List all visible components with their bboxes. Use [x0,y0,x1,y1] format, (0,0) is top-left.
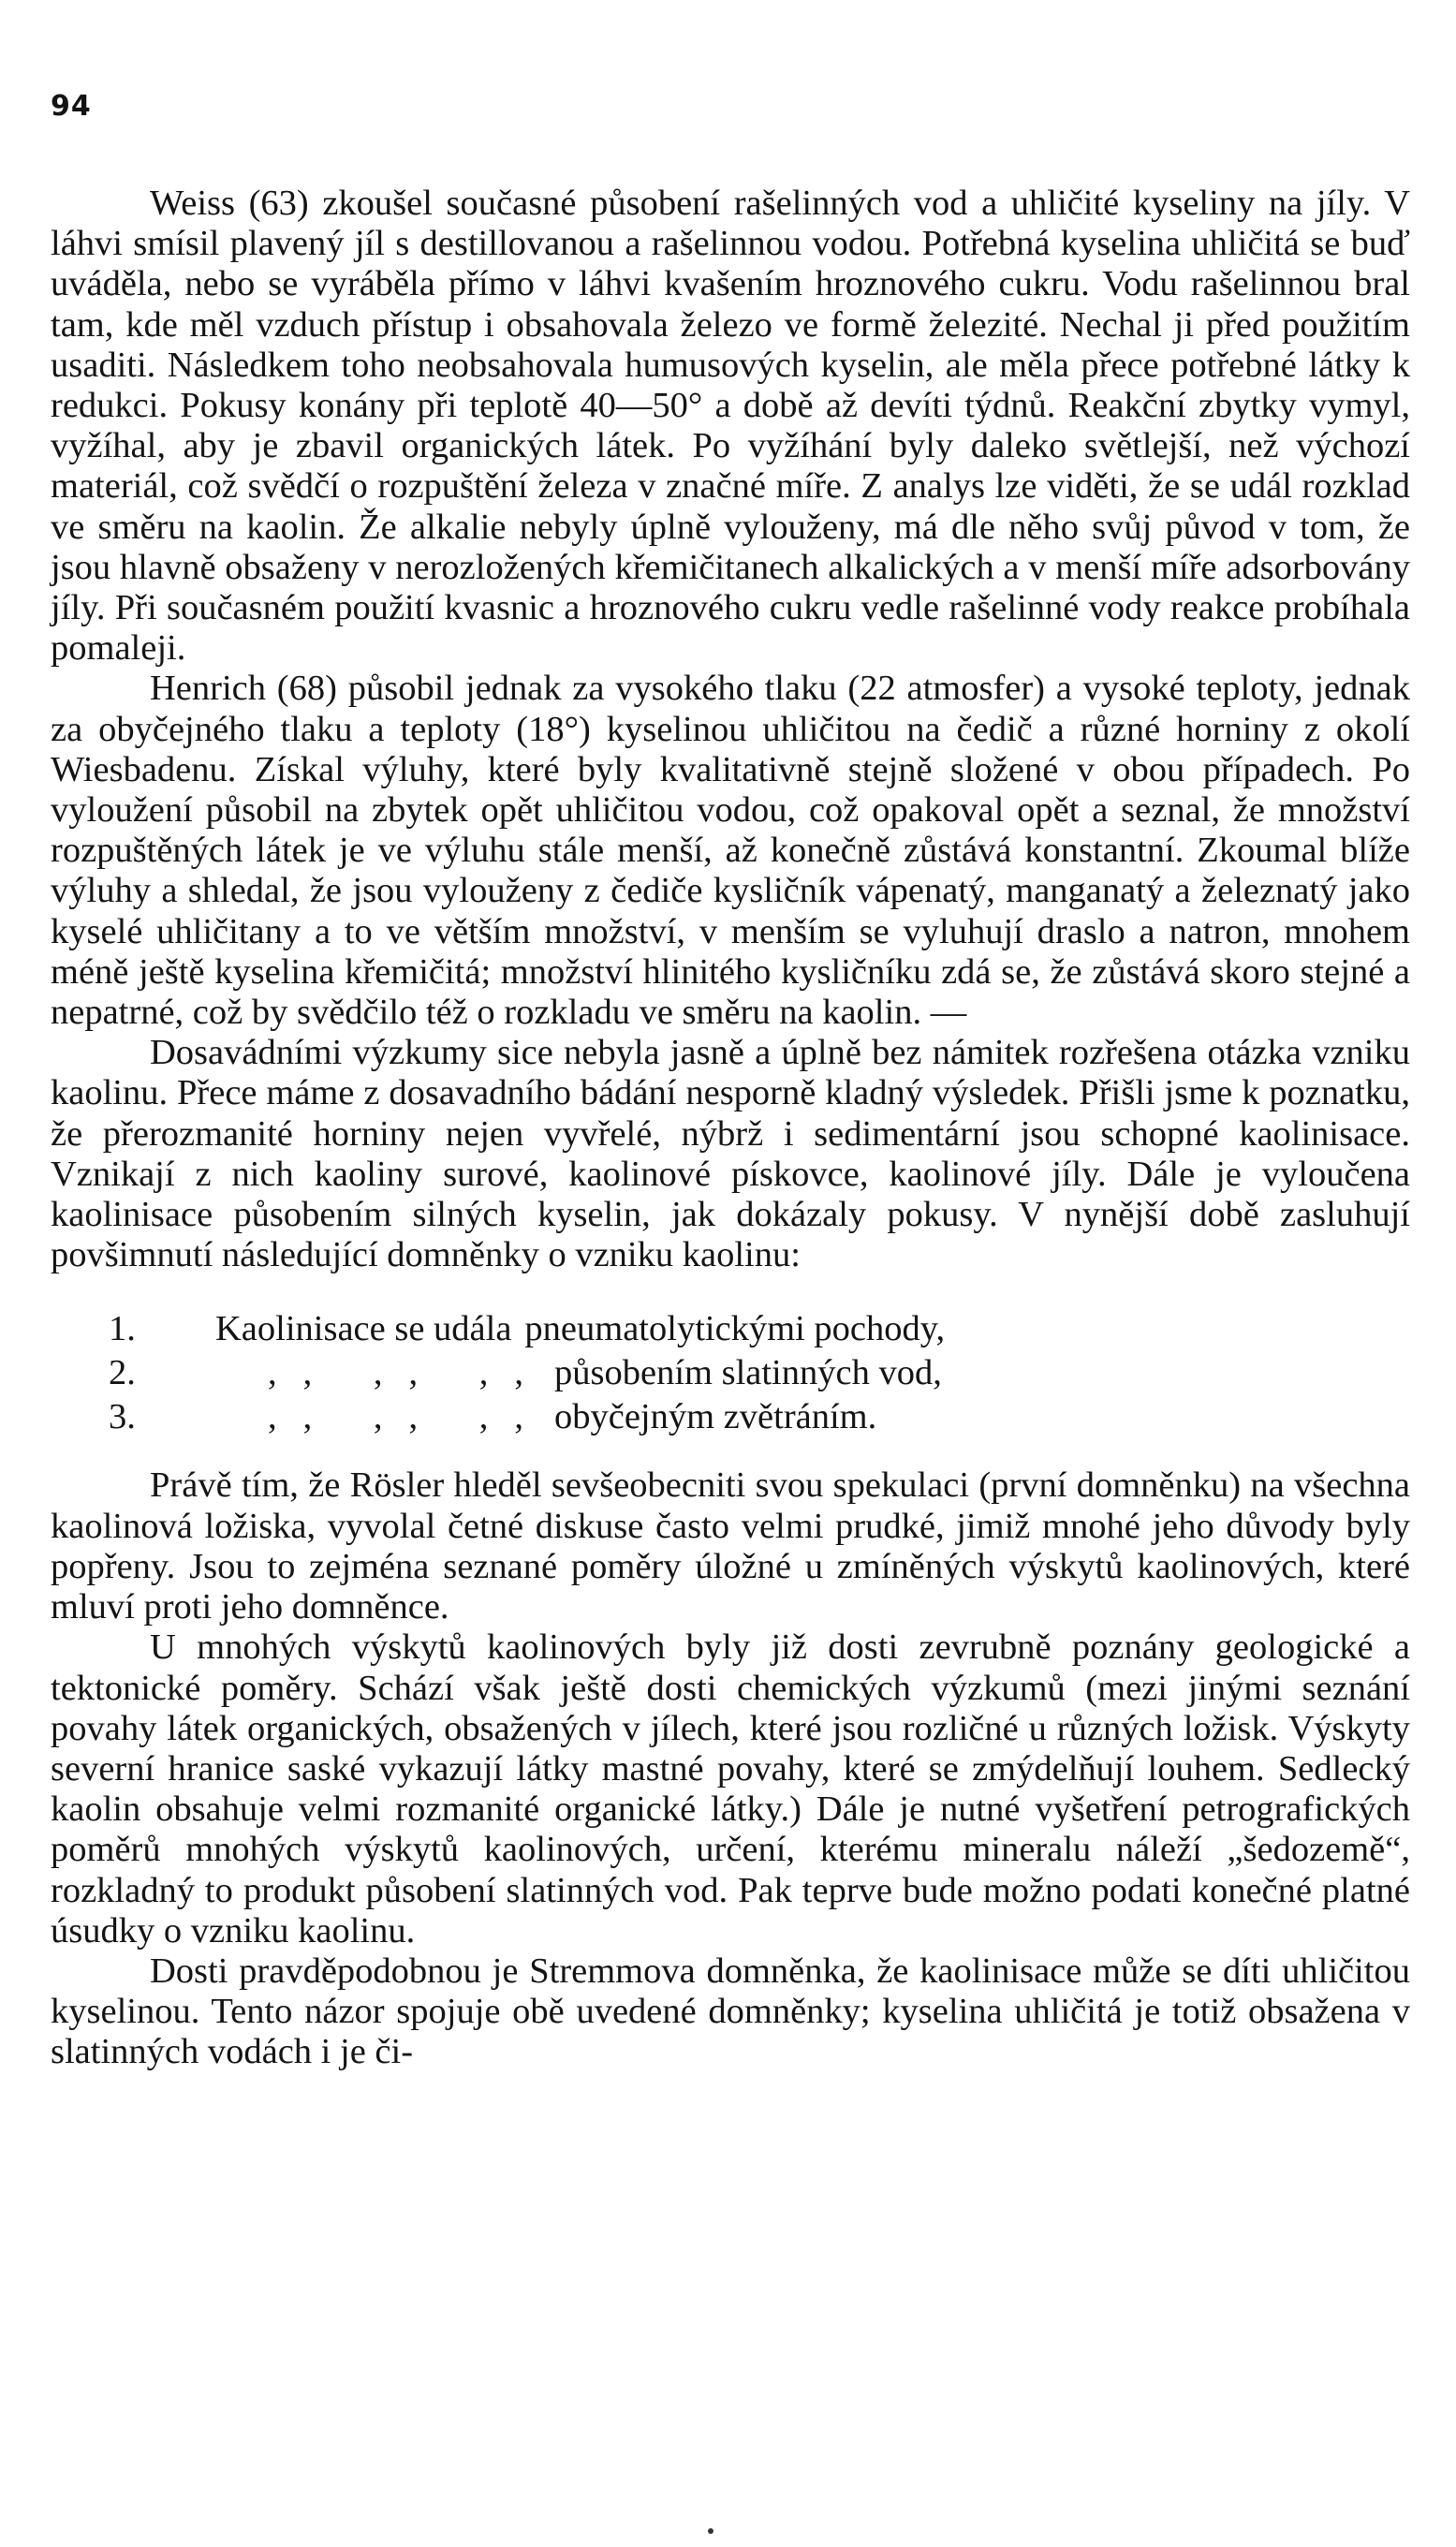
page-number: 94 [51,90,92,123]
paragraph-henrich: Henrich (68) působil jednak za vysokého tlaku (22 atmosfer) a vysoké teploty, jednak za obyčejného tlaku a teploty (18°) kyselinou uhličitou na čedič a různé horniny z okolí Wiesbadenu. Získal výluhy, které byly kvalitativně stejně složené v obou případech. Po vyloužení působil na zbytek opět uhličitou vodou, což opakoval opět a seznal, že množství rozpuštěných látek je ve výluhu stále menší, až konečně zůstává konstantní. Zkoumal blíže výluhy a shledal, že jsou vylouženy z čediče kysličník vápenatý, manganatý a železnatý jako kyselé uhličitany a to ve větším množství, v menším se vyluhují draslo a natron, mnohem méně ještě kyselina křemičitá; množství hlinitého kysličníku zdá se, že zůstává skoro stejné a nepatrné, což by svědčilo též o rozkladu ve směru na kaolin. — [51,669,1410,1033]
hypotheses-list [51,1307,1410,1439]
hypothesis-text: obyčejným zvětráním. [554,1397,877,1437]
paragraph-weiss: Weiss (63) zkoušel současné působení rašelinných vod a uhličité kyseliny na jíly. V láhvi smísil plavený jíl s destillovanou a rašelinnou vodou. Potřebná kyselina uhličitá se buď uváděla, nebo se vyráběla přímo v láhvi kvašením hroznového cukru. Vodu rašelinnou bral tam, kde měl vzduch přístup i obsahovala železo ve formě železité. Nechal ji před použitím usaditi. Následkem toho neobsahovala humusových kyselin, ale měla přece potřebné látky k redukci. Pokusy konány při teplotě 40—50° a době až devíti týdnů. Reakční zbytky vymyl, vyžíhal, aby je zbavil organických látek. Po vyžíhání byly daleko světlejší, než výchozí materiál, což svědčí o rozpuštění železa v značné míře. Z analys lze viděti, že se udál rozklad ve směru na kaolin. Že alkalie nebyly úplně vylouženy, má dle něho svůj původ v tom, že jsou hlavně obsaženy v nerozložených křemičitanech alkalických a v menší míře adsorbovány jíly. Při současném použití kvasnic a hroznového cukru vedle rašelinné vody reakce probíhala pomaleji. [51,184,1410,669]
list-item [51,1395,1410,1439]
body-text [51,184,1410,2073]
list-item [51,1351,1410,1395]
hypothesis-lead: Kaolinisace se udála [215,1309,512,1349]
paragraph-research: U mnohých výskytů kaolinových byly již dosti zevrubně poznány geologické a tektonické poměry. Schází však ještě dosti chemických výzkumů (mezi jinými seznání povahy látek organických, obsažených v jílech, které jsou rozličné u různých ložisk. Výskyty severní hranice saské vykazují látky mastné povahy, které se zmýdelňují louhem. Sedlecký kaolin obsahuje velmi rozmanité organické látky.) Dále je nutné vyšetření petrografických poměrů mnohých výskytů kaolinových, určení, kterému mineralu náleží „šedozemě“, rozkladný to produkt působení slatinných vod. Pak teprve bude možno podati konečné platné úsudky o vzniku kaolinu. [51,1627,1410,1951]
paragraph-rosler: Právě tím, že Rösler hleděl sevšeobecniti svou spekulaci (první domněnku) na všechna kaolinová ložiska, vyvolal četné diskuse často velmi prudké, jimiž mnohé jeho důvody byly popřeny. Jsou to zejména seznané poměry úložné u zmíněných výskytů kaolinových, které mluví proti jeho domněnce. [51,1465,1410,1627]
hypothesis-number: 2. [109,1353,136,1393]
hypothesis-number: 1. [109,1309,136,1349]
list-item [51,1307,1410,1351]
hypothesis-text: působením slatinných vod, [554,1353,942,1393]
bottom-dot-mark [708,2528,713,2534]
hypothesis-ditto: ,, ,, ,, [268,1353,550,1393]
hypothesis-ditto: ,, ,, ,, [268,1397,550,1437]
hypothesis-number: 3. [109,1397,136,1437]
paragraph-stremme: Dosti pravděpodobnou je Stremmova domněnka, že kaolinisace může se díti uhličitou kyselinou. Tento názor spojuje obě uvedené domněnky; kyselina uhličitá je totiž obsažena v slatinných vodách i je či- [51,1951,1410,2072]
paragraph-summary: Dosavádními výzkumy sice nebyla jasně a úplně bez námitek rozřešena otázka vzniku kaolinu. Přece máme z dosavadního bádání nesporně kladný výsledek. Přišli jsme k poznatku, že přerozmanité horniny nejen vyvřelé, nýbrž i sedimentární jsou schopné kaolinisace. Vznikají z nich kaoliny surové, kaolinové pískovce, kaolinové jíly. Dále je vyloučena kaolinisace působením silných kyselin, jak dokázaly pokusy. V nynější době zasluhují povšimnutí následující domněnky o vzniku kaolinu: [51,1033,1410,1275]
hypothesis-text: pneumatolytickými pochody, [524,1309,946,1349]
